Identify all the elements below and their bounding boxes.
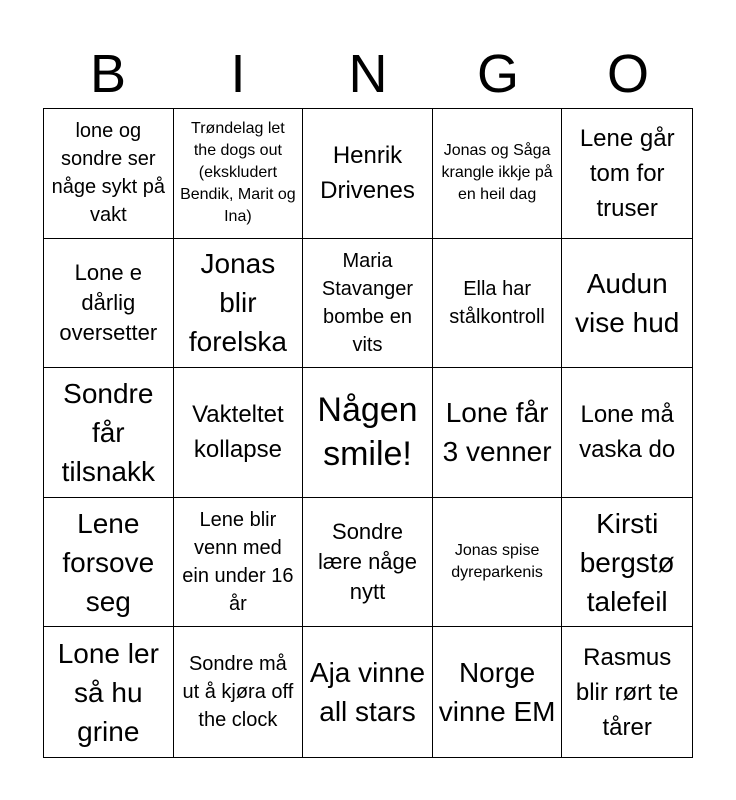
bingo-header xyxy=(43,40,693,108)
cell-text: Kirsti bergstø talefeil xyxy=(579,507,675,617)
bingo-cell[interactable] xyxy=(174,627,304,757)
bingo-cell[interactable] xyxy=(562,368,692,498)
cell-text: Sondre må ut å kjøra off the clock xyxy=(182,653,294,732)
cell-text: Lene forsove seg xyxy=(62,507,155,617)
cell-text: Rasmus blir rørt te tårer xyxy=(575,643,679,741)
bingo-cell[interactable] xyxy=(303,368,433,498)
bingo-cell[interactable] xyxy=(433,109,563,239)
cell-text: Jonas og Såga krangle ikkje på en heil dag xyxy=(441,142,553,204)
cell-text: Lone ler så hu grine xyxy=(57,637,159,747)
cell-text: Maria Stavanger bombe en vits xyxy=(321,249,414,356)
cell-text: Lone får 3 venner xyxy=(442,397,552,468)
cell-text: Jonas spise dyreparkenis xyxy=(451,542,543,582)
bingo-cell[interactable] xyxy=(562,109,692,239)
bingo-cell[interactable] xyxy=(562,627,692,757)
bingo-cell[interactable] xyxy=(303,498,433,628)
header-letter-g: G xyxy=(476,44,519,104)
cell-text: Norge vinne EM xyxy=(438,657,556,728)
cell-text: Audun vise hud xyxy=(575,267,680,338)
bingo-cell[interactable] xyxy=(562,498,692,628)
cell-text: Lene blir venn med ein under 16 år xyxy=(182,509,294,616)
cell-text: lone og sondre ser någe sykt på vakt xyxy=(51,120,165,227)
bingo-cell[interactable] xyxy=(174,109,304,239)
bingo-board xyxy=(43,108,693,758)
header-letter-o: O xyxy=(606,44,649,104)
header-letter-i: I xyxy=(230,44,246,104)
bingo-cell[interactable] xyxy=(174,239,304,369)
cell-text: Lene går tom for truser xyxy=(579,124,675,222)
cell-text: Sondre får tilsnakk xyxy=(61,377,155,487)
cell-text: Vakteltet kollapse xyxy=(192,401,284,464)
bingo-cell[interactable] xyxy=(44,627,174,757)
cell-text: Aja vinne all stars xyxy=(309,657,426,728)
bingo-cell[interactable] xyxy=(44,498,174,628)
bingo-cell[interactable] xyxy=(174,498,304,628)
cell-text: Sondre lære någe nytt xyxy=(317,519,418,605)
bingo-cell[interactable] xyxy=(44,239,174,369)
bingo-cell[interactable] xyxy=(174,368,304,498)
header-letter-n: N xyxy=(348,44,388,104)
cell-text: Ella har stålkontroll xyxy=(449,277,545,328)
bingo-cell[interactable] xyxy=(433,627,563,757)
bingo-cell[interactable] xyxy=(562,239,692,369)
cell-text: Trøndelag let the dogs out (ekskludert Bendik, Marit og Ina) xyxy=(180,120,296,226)
bingo-cell[interactable] xyxy=(303,239,433,369)
bingo-cell[interactable] xyxy=(44,109,174,239)
cell-text: Jonas blir forelska xyxy=(188,248,287,358)
cell-text: Någen smile! xyxy=(317,391,418,474)
bingo-cell[interactable] xyxy=(303,109,433,239)
bingo-cell[interactable] xyxy=(44,368,174,498)
cell-text: Lone e dårlig oversetter xyxy=(59,259,158,345)
cell-text: Henrik Drivenes xyxy=(320,142,415,205)
bingo-cell[interactable] xyxy=(433,239,563,369)
cell-text: Lone må vaska do xyxy=(579,401,676,464)
bingo-cell[interactable] xyxy=(433,498,563,628)
bingo-cell[interactable] xyxy=(303,627,433,757)
header-letter-b: B xyxy=(89,44,127,104)
bingo-cell[interactable] xyxy=(433,368,563,498)
